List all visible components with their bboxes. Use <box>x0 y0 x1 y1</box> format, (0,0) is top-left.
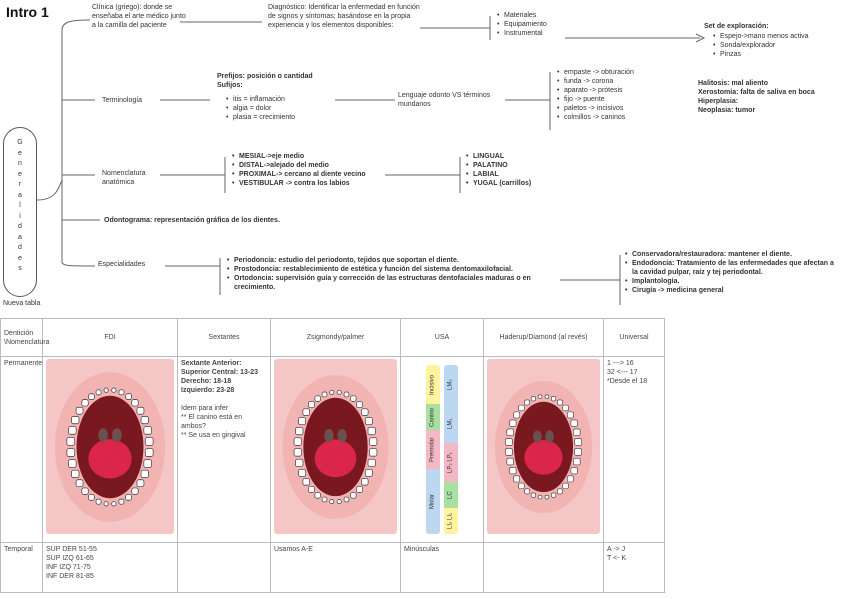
tooth <box>67 449 75 457</box>
header-fdi: FDI <box>43 319 178 357</box>
tooth <box>104 388 108 392</box>
temporal-sextantes-cell <box>178 543 271 593</box>
sextante-line <box>181 395 267 404</box>
nueva-tabla-label: Nueva tabla <box>3 300 41 307</box>
vertical-letter: e <box>18 149 22 157</box>
temporal-universal-cell <box>604 543 665 593</box>
uvula-right <box>545 430 554 442</box>
sufijo-item: • itis = inflamación <box>226 95 295 104</box>
usa-segment: Incisivo <box>426 365 440 404</box>
tooth <box>575 439 582 446</box>
mundano-item: • colmillos -> caninos <box>557 113 634 122</box>
tooth <box>505 439 512 446</box>
tooth <box>525 400 530 405</box>
tooth <box>299 469 306 476</box>
tooth <box>303 409 310 416</box>
usa-right-column <box>444 365 458 534</box>
mundano-item: • empaste -> obturación <box>557 68 634 77</box>
tooth <box>365 418 372 425</box>
header-sextantes: Sextantes <box>178 319 271 357</box>
tongue <box>524 440 562 475</box>
tooth <box>137 480 144 487</box>
tooth <box>96 390 101 395</box>
tooth <box>337 390 341 394</box>
mouth-illustration <box>274 359 397 534</box>
tooth <box>567 412 573 418</box>
usa-segment: LM₁ <box>444 404 458 443</box>
tooth <box>104 502 108 506</box>
esp-item: • Ortodoncia: supervisión guía y corrección de las estructuras dentofaciales maduras o en crecimiento. <box>227 274 562 292</box>
esp-right-item: • Implantología. <box>625 277 840 286</box>
nomen-right-item: • LABIAL <box>466 170 531 179</box>
tooth <box>369 449 377 457</box>
tooth <box>538 495 542 499</box>
temporal-universal-line: T <- K <box>607 555 627 562</box>
sextante-line: ** Se usa en gingival <box>181 432 246 439</box>
vertical-letter: a <box>18 233 22 241</box>
nomen-item: • MESIAL->eje medio <box>232 152 366 161</box>
usa-chart <box>404 359 480 534</box>
uvula-left <box>98 428 108 442</box>
tooth <box>308 486 314 492</box>
sufijos-list <box>226 95 295 122</box>
nomen-list <box>232 152 366 188</box>
elemento-item: • Instrumental <box>497 29 547 38</box>
temporal-fdi-cell <box>43 543 178 593</box>
tooth <box>141 470 148 477</box>
header-denticion: Dentición \Nomenclatura <box>1 319 43 357</box>
vertical-letter: d <box>18 223 22 230</box>
tooth <box>344 497 349 502</box>
temporal-universal-line: A -> J <box>607 546 626 553</box>
tooth <box>361 409 368 416</box>
tooth <box>545 395 549 399</box>
universal-line: 32 <--- 17 <box>607 369 638 376</box>
sextante-line: Izquierdo: 23-28 <box>181 387 235 394</box>
odontograma-text: Odontograma: representación gráfica de los dientes. <box>104 217 280 224</box>
tooth <box>119 390 124 395</box>
tooth <box>525 489 530 494</box>
tooth <box>563 483 569 489</box>
tooth <box>337 500 341 504</box>
mundano-item: • paletos -> incisivos <box>557 104 634 113</box>
universal-line: *Desde el 18 <box>607 378 648 385</box>
tooth <box>557 400 562 405</box>
tooth <box>141 416 148 423</box>
haderup-dental-chart <box>487 359 600 534</box>
header-haderup: Haderup/Diamond (al revés) <box>484 319 604 357</box>
tooth <box>330 390 334 394</box>
sufijo-item: • algia = dolor <box>226 104 295 113</box>
vertical-letter: r <box>18 181 22 188</box>
esp-item: • Periodoncia: estudio del periodonto, tejidos que soportan el diente. <box>227 256 562 265</box>
universal-line: 1 ---> 16 <box>607 360 634 367</box>
usa-segment: LC <box>444 482 458 508</box>
tooth <box>356 401 362 407</box>
esp-right-item: • Endodoncia: Tratamiento de las enfermedades que afectan a la cavidad pulpar, raíz y tej periodontal. <box>625 259 840 277</box>
sextante-line: Idem para infer <box>181 405 229 412</box>
mouth-illustration <box>487 359 600 534</box>
tooth <box>89 394 95 400</box>
temporal-fdi-line: SUP IZQ 61-65 <box>46 555 94 562</box>
nomen-item: • VESTIBULAR -> contra los labios <box>232 179 366 188</box>
usa-segment: LM₂ <box>444 365 458 404</box>
row-label-temporal: Temporal <box>1 543 43 593</box>
usa-segment: Premolar <box>426 430 440 469</box>
tooth <box>368 459 375 466</box>
uvula-left <box>324 429 333 442</box>
sextantes-cell <box>178 357 271 543</box>
tooth <box>296 427 303 434</box>
temporal-usa-cell: Minúsculas <box>401 543 484 593</box>
tooth <box>545 495 549 499</box>
fdi-cell <box>43 357 178 543</box>
tooth <box>505 448 512 455</box>
vertical-letter: l <box>19 202 21 209</box>
usa-segment: Canino <box>426 404 440 430</box>
sufijos-text: Sufijos: <box>217 82 243 89</box>
temporal-fdi-line: SUP DER 51-55 <box>46 546 97 553</box>
tooth <box>322 392 327 397</box>
vertical-letter: a <box>18 191 22 199</box>
tooth <box>68 460 76 468</box>
nomenclatura-label: Nomenclatura anatómica <box>102 170 146 186</box>
tooth <box>145 437 153 445</box>
sextante-line: Sextante Anterior: <box>181 360 242 367</box>
uvula-right <box>112 428 122 442</box>
prefijos-text: Prefijos: posición o cantidad <box>217 73 313 80</box>
tooth <box>137 407 144 414</box>
set-item: • Sonda/explorador <box>713 41 809 50</box>
especialidades-label: Especialidades <box>98 261 146 268</box>
tooth <box>351 396 357 402</box>
lenguaje-text: Lenguaje odonto VS términos mundanos <box>398 92 491 108</box>
tooth <box>361 478 368 485</box>
set-item: • Pinzas <box>713 50 809 59</box>
temporal-zsig-cell: Usamos A-E <box>271 543 401 593</box>
tooth <box>365 469 372 476</box>
tooth <box>368 427 375 434</box>
tooth <box>567 476 573 482</box>
tooth <box>126 494 132 500</box>
terminologia-label: Terminología <box>102 97 143 104</box>
diagnostico-text: Diagnóstico: Identificar la enfermedad en función de signos y síntomas; basándose en la propia experiencia y los elementos disponibles: <box>268 4 420 29</box>
tooth <box>538 395 542 399</box>
vertical-letter: e <box>18 170 22 178</box>
tooth <box>308 401 314 407</box>
tooth <box>573 458 580 465</box>
sextante-line: ** El canino está en ambos? <box>181 414 243 430</box>
tooth <box>82 400 88 406</box>
vertical-letter: s <box>18 265 22 272</box>
tooth <box>575 448 582 455</box>
mundano-item: • fijo -> puente <box>557 95 634 104</box>
esp-right-item: • Cirugía -> medicina general <box>625 286 840 295</box>
esp-item: • Prostodoncia: restablecimiento de estética y función del sistema dentomaxilofacial. <box>227 265 562 274</box>
tooth <box>145 449 153 457</box>
tongue <box>315 439 357 477</box>
sufijo-item: • plasia = crecimiento <box>226 113 295 122</box>
vertical-letter: n <box>18 160 22 167</box>
tooth <box>72 470 79 477</box>
set-item: • Espejo->mano menos activa <box>713 32 809 41</box>
haderup-cell <box>484 357 604 543</box>
usa-segment: LI₂ LI₁ <box>444 508 458 534</box>
tooth <box>76 407 83 414</box>
tooth <box>315 493 321 499</box>
set-list <box>713 32 809 59</box>
tooth <box>96 499 101 504</box>
tooth <box>112 502 116 506</box>
header-universal: Universal <box>604 319 665 357</box>
tooth <box>315 396 321 402</box>
tooth <box>89 494 95 500</box>
uvula-left <box>533 430 542 442</box>
tooth <box>68 427 76 435</box>
tooth <box>507 429 514 436</box>
tooth <box>299 418 306 425</box>
usa-segment: Molar <box>426 469 440 534</box>
terminos-right <box>698 79 815 115</box>
esp-right-item: • Conservadora/restauradora: mantener el diente. <box>625 250 840 259</box>
esp-list <box>227 256 562 292</box>
nomen-item: • DISTAL->alejado del medio <box>232 161 366 170</box>
nomen-item: • PROXIMAL-> cercano al diente vecino <box>232 170 366 179</box>
header-usa: USA <box>401 319 484 357</box>
tooth <box>112 388 116 392</box>
elementos-list <box>497 11 547 38</box>
denticion-table <box>0 318 665 593</box>
tooth <box>514 476 520 482</box>
tooth <box>144 460 152 468</box>
esp-right-list <box>625 250 840 295</box>
mundanos-list <box>557 68 634 122</box>
tooth <box>132 488 138 494</box>
tooth <box>557 489 562 494</box>
tooth <box>514 412 520 418</box>
tooth <box>510 467 517 474</box>
vertical-letter: i <box>19 212 21 220</box>
tooth <box>76 480 83 487</box>
tooth <box>571 420 578 427</box>
tooth <box>551 396 555 400</box>
tooth <box>126 394 132 400</box>
tooth <box>519 405 525 411</box>
tooth <box>571 467 578 474</box>
nomen-right-list <box>466 152 531 188</box>
vertical-letter: d <box>18 244 22 251</box>
uvula-right <box>337 429 346 442</box>
temporal-fdi-line: INF IZQ 71-75 <box>46 564 91 571</box>
nomen-right-item: • PALATINO <box>466 161 531 170</box>
page-title: Intro 1 <box>6 4 49 20</box>
table-row <box>1 357 665 543</box>
clinica-text: Clínica (griego): donde se enseñaba el arte médico junto a la camilla del paciente <box>92 4 186 29</box>
tooth <box>67 437 75 445</box>
termino-item: Xerostomía: falta de saliva en boca <box>698 89 815 96</box>
tooth <box>519 483 525 489</box>
zsigmondy-cell <box>271 357 401 543</box>
tooth <box>344 392 349 397</box>
tooth <box>369 438 377 446</box>
sextante-line: Derecho: 18-18 <box>181 378 232 385</box>
set-title: Set de exploración: <box>704 23 769 30</box>
termino-item: Hiperplasia: <box>698 98 739 105</box>
mouth-illustration <box>46 359 174 534</box>
tooth <box>322 497 327 502</box>
tooth <box>330 500 334 504</box>
tooth <box>296 459 303 466</box>
nomen-right-item: • LINGUAL <box>466 152 531 161</box>
usa-segment: LP₂ LP₁ <box>444 443 458 482</box>
tooth <box>132 400 138 406</box>
vertical-letter: G <box>17 139 23 146</box>
mundano-item: • aparato -> prótesis <box>557 86 634 95</box>
tooth <box>303 478 310 485</box>
zsigmondy-dental-chart <box>274 359 397 534</box>
tooth <box>294 449 302 457</box>
table-header-row <box>1 319 665 357</box>
tooth <box>563 405 569 411</box>
tooth <box>72 416 79 423</box>
tongue <box>88 439 131 478</box>
tooth <box>573 429 580 436</box>
universal-cell <box>604 357 665 543</box>
tooth <box>294 438 302 446</box>
elemento-item: • Equipamiento <box>497 20 547 29</box>
tooth <box>510 420 517 427</box>
tooth <box>551 493 555 497</box>
generalidades-oval <box>3 127 37 297</box>
tooth <box>507 458 514 465</box>
tooth <box>119 499 124 504</box>
tooth <box>351 493 357 499</box>
tooth <box>82 488 88 494</box>
temporal-haderup-cell <box>484 543 604 593</box>
header-zsigmondy: Zsigmondy/palmer <box>271 319 401 357</box>
tooth <box>356 486 362 492</box>
vertical-letter: e <box>18 254 22 262</box>
mundano-item: • funda -> corona <box>557 77 634 86</box>
temporal-fdi-line: INF DER 81-85 <box>46 573 94 580</box>
tooth <box>531 396 535 400</box>
nomen-right-item: • YUGAL (carrillos) <box>466 179 531 188</box>
tooth <box>144 427 152 435</box>
elemento-item: • Materiales <box>497 11 547 20</box>
usa-cell <box>401 357 484 543</box>
fdi-dental-chart <box>46 359 174 534</box>
table-row <box>1 543 665 593</box>
termino-item: Neoplasia: tumor <box>698 107 756 114</box>
row-label-permanente: Permanente <box>1 357 43 543</box>
tooth <box>531 493 535 497</box>
generalidades-letters <box>4 138 36 275</box>
sextante-line: Superior Central: 13-23 <box>181 369 259 376</box>
termino-item: Halitosis: mal aliento <box>698 80 769 87</box>
usa-left-column <box>426 365 440 534</box>
